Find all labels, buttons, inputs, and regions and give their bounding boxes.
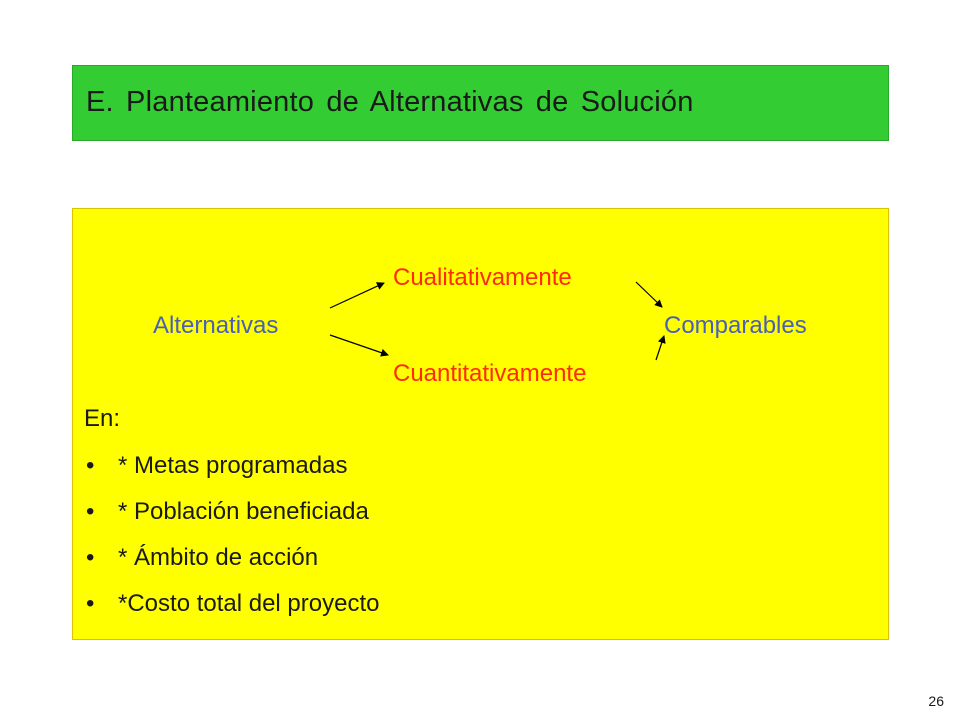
diagram-label-comparables: Comparables [664, 312, 807, 339]
diagram-label-alternativas: Alternativas [153, 312, 279, 339]
intro-text: En: [84, 405, 121, 432]
arrow-cuantitativo-to-comparables [656, 336, 664, 360]
arrow-to-cuantitativamente [330, 335, 388, 355]
bullet-item-ambito: * Ámbito de acción [118, 544, 319, 571]
diagram-label-cuantitativamente: Cuantitativamente [393, 360, 587, 387]
bullet-item-costo: *Costo total del proyecto [118, 590, 380, 617]
arrow-cualitativo-to-comparables [636, 282, 662, 307]
bullet-marker: • [86, 498, 95, 525]
bullet-marker: • [86, 590, 95, 617]
page-number: 26 [928, 693, 944, 709]
bullet-item-poblacion: * Población beneficiada [118, 498, 369, 525]
slide-title: E. Planteamiento de Alternativas de Solución [86, 86, 694, 118]
bullet-marker: • [86, 452, 95, 479]
bullet-marker: • [86, 544, 95, 571]
arrow-to-cualitativamente [330, 283, 384, 308]
bullet-item-metas: * Metas programadas [118, 452, 348, 479]
diagram-label-cualitativamente: Cualitativamente [393, 264, 572, 291]
